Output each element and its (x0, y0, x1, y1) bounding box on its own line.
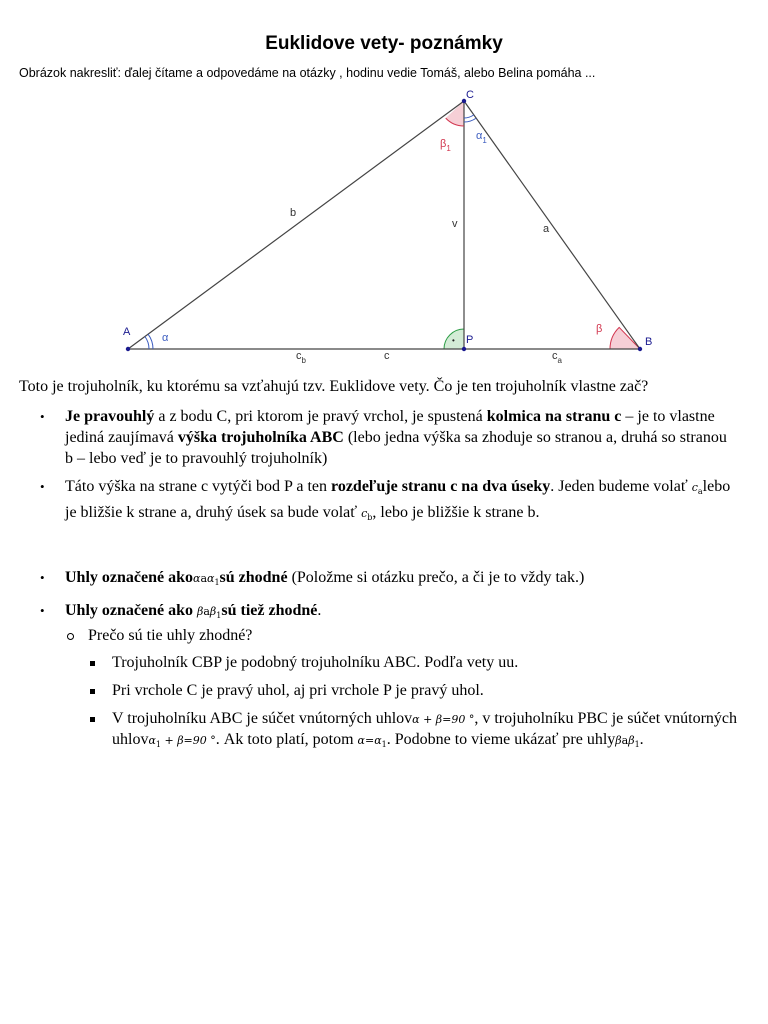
list-item: Prečo sú tie uhly zhodné? (64, 625, 744, 646)
list-item: V trojuholníku ABC je súčet vnútorných uhlovα + β=90 °, v trojuholníku PBC je súčet vnútorných uhlovα$_1$ + β=90 °. Ak toto platí, potom $\alpha=\alpha_1$. Podobne to vieme ukázať pre uhlyβaβ$_1$. (88, 709, 738, 755)
question-list (64, 625, 744, 646)
intro-paragraph: Toto je trojuholník, ku ktorému sa vzťahujú tzv. Euklidove vety. Čo je ten trojuholník vlastne zač? (19, 378, 649, 395)
instructions-text: Obrázok nakresliť: ďalej čítame a odpovedáme na otázky , hodinu vedie Tomáš, alebo Belina pomáha ... (19, 66, 596, 80)
list-item: • Uhly označené ako βaβ$_1$sú tiež zhodné. (38, 600, 738, 626)
angle-alpha1-label: $\alpha_1$ (476, 130, 487, 145)
angle-bullet-list (38, 567, 738, 626)
side-label-c: c (384, 350, 390, 362)
list-item: • Uhly označené akoαaα$_1$sú zhodné (Položme si otázku prečo, a či je to vždy tak.) (38, 567, 738, 593)
point-c (462, 99, 466, 103)
list-item: • Je pravouhlý a z bodu C, pri ktorom je pravý vrchol, je spustená kolmica na stranu c – je to vlastne jediná zaujímavá výška trojuholníka ABC (lebo jedna výška sa zhoduje so stranou a, druhá so stranou b – lebo veď je to pravouhlý trojuholník) (38, 406, 738, 469)
point-p (462, 347, 466, 351)
side-label-a: a (543, 223, 550, 235)
angle-alpha1-arc (464, 115, 474, 118)
angle-alpha1-arc-2 (464, 118, 476, 122)
angle-beta1-fill (446, 101, 464, 126)
point-b (638, 347, 642, 351)
point-label-b: B (645, 336, 653, 348)
segment-label-ca: $c_a$ (552, 350, 562, 365)
point-label-a: A (123, 326, 131, 338)
angle-alpha-label: α (162, 332, 169, 344)
point-label-c: C (466, 89, 474, 101)
side-b-line (128, 101, 464, 349)
list-item: Pri vrchole C je pravý uhol, aj pri vrchole P je pravý uhol. (88, 681, 738, 701)
angle-beta1-label: $\beta_1$ (440, 138, 451, 153)
list-item: Trojuholník CBP je podobný trojuholníku ABC. Podľa vety uu. (88, 653, 738, 673)
side-label-b: b (290, 207, 297, 219)
segment-label-cb: $c_b$ (296, 350, 306, 365)
angle-alpha-arc (145, 337, 149, 350)
angle-beta-fill (610, 327, 640, 349)
triangle-figure (0, 0, 768, 370)
angle-beta-label: β (596, 323, 603, 335)
side-a-line (464, 101, 640, 349)
right-angle-dot: • (452, 336, 455, 345)
list-item: • Táto výška na strane c vytýči bod P a ten rozdeľuje stranu c na dva úseky. Jeden budeme volať $c_alebo$ je bližšie k strane a, druhý úsek sa bude volať $c_b$, lebo je bližšie k strane b. (38, 476, 738, 528)
page-title: Euklidove vety- poznámky (265, 33, 503, 54)
side-label-v: v (452, 218, 458, 230)
point-a (126, 347, 130, 351)
point-label-p: P (466, 334, 474, 346)
main-bullet-list (38, 406, 738, 528)
answer-list (88, 653, 738, 763)
